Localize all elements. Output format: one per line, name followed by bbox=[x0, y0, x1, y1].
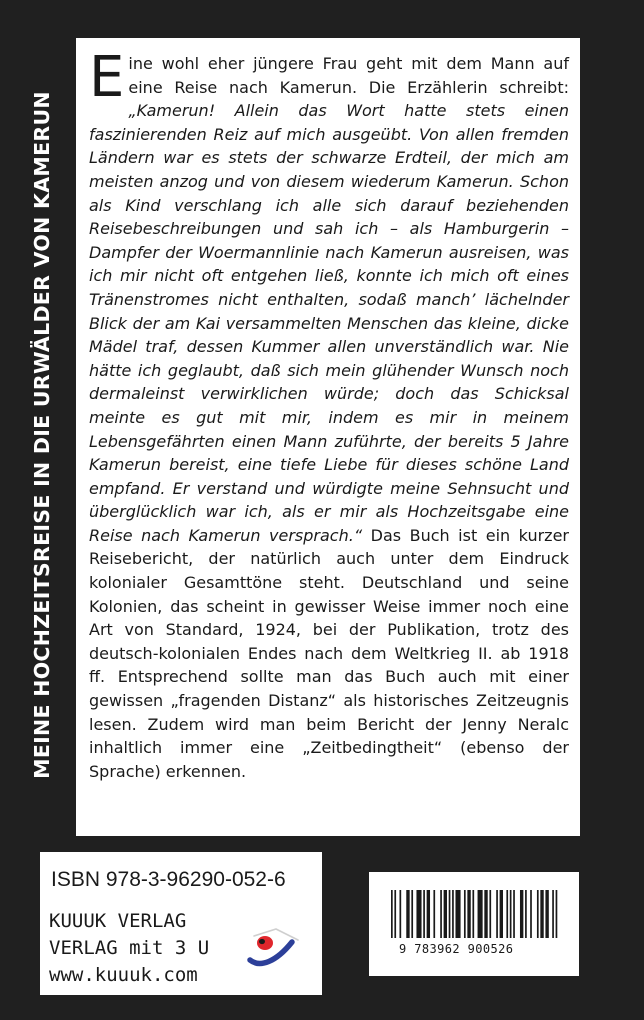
blurb-commentary: Das Buch ist ein kurzer Reisebericht, der natürlich auch unter dem Eindruck kolonialer Gesamttöne steht. Deutschland und seine Kolonien, das scheint in gewisser Weise immer noch eine Art von Standard, 1924, bei der Publikation, trotz des deutsch-kolonialen Endes nach dem Weltkrieg II. ab 1918 ff. Entsprechend sollte man das Buch auch mit einer gewissen „fragenden Distanz“ als historisches Zeitzeugnis lesen. Zudem wird man beim Bericht der Jenny Neralc inhaltlich immer eine „Zeitbedingtheit“ (ebenso der Sprache) erkennen. bbox=[89, 525, 569, 781]
spine-title-text: MEINE HOCHZEITSREISE IN DIE URWÄLDER VON KAMERUN bbox=[30, 91, 54, 779]
drop-cap: E bbox=[89, 45, 125, 110]
blurb-lead: ine wohl eher jüngere Frau geht mit dem Mann auf eine Reise nach Kamerun. Die Erzählerin schreibt: bbox=[128, 54, 569, 97]
blurb-panel bbox=[76, 38, 580, 836]
isbn-number: ISBN 978-3-96290-052-6 bbox=[51, 868, 286, 891]
barcode-icon bbox=[391, 890, 559, 938]
publisher-box bbox=[40, 852, 322, 995]
publisher-tagline: VERLAG mit 3 U bbox=[49, 937, 210, 959]
publisher-name: KUUUK VERLAG bbox=[49, 910, 187, 932]
barcode-box bbox=[369, 872, 579, 976]
blurb-quote: „Kamerun! Allein das Wort hatte stets einen faszinierenden Reiz auf mich ausgeübt. Von allen fremden Ländern war es stets der schwarze Erdteil, der mich am meisten anzog und von diesem wiederum Kamerun. Schon als Kind verschlang ich alle sich darauf beziehenden Reisebeschreibungen und sah ich – als Hamburgerin – Dampfer der Woermannlinie nach Kamerun ausreisen, was ich mir nicht oft entgehen ließ, konnte ich mich oft eines Tränenstromes nicht enthalten, sodaß manch’ lächelnder Blick der am Kai versammelten Menschen das kleine, dicke Mädel traf, dessen Kummer allen unverständlich war. Nie hätte ich geglaubt, daß sich mein glühender Wunsch noch dermaleinst verwirklichen würde; doch das Schicksal meinte es gut mit mir, indem es mir in meinem Lebensgefährten einen Mann zuführte, der bereits 5 Jahre Kamerun bereist, eine tiefe Liebe für dieses schöne Land empfand. Er verstand und würdigte meine Sehnsucht und überglücklich war ich, als er mir als Hochzeitsgabe eine Reise nach Kamerun versprach.“ bbox=[89, 101, 569, 545]
spine-title bbox=[20, 70, 64, 800]
kuuuk-logo-icon bbox=[246, 926, 304, 976]
publisher-website: www.kuuuk.com bbox=[49, 964, 198, 986]
blurb-paragraph bbox=[89, 45, 569, 783]
barcode-digits: 9 783962 900526 bbox=[399, 942, 514, 956]
